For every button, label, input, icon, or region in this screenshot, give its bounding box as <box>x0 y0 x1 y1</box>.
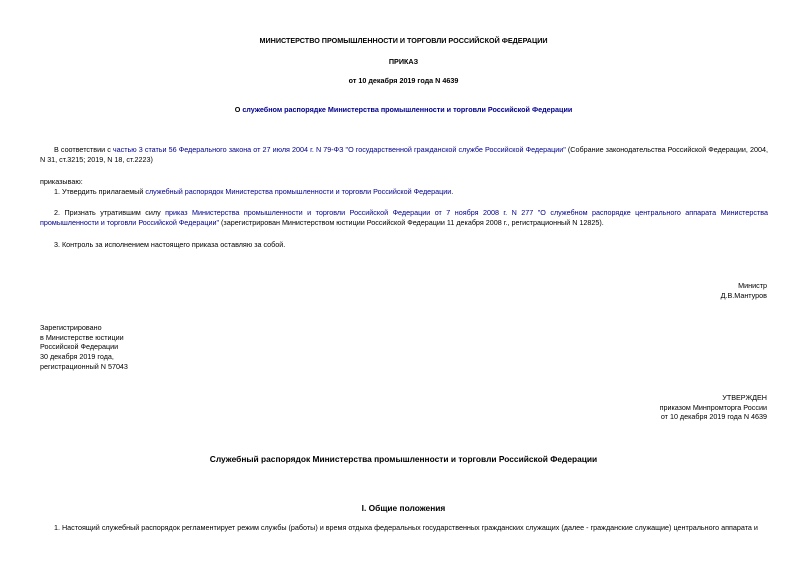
doc-date-heading: от 10 декабря 2019 года N 4639 <box>348 76 459 85</box>
item-2-text-1: 2. Признать утратившим силу <box>54 208 166 217</box>
item-3-paragraph: 3. Контроль за исполнением настоящего приказа оставляю за собой. <box>54 240 286 249</box>
registration-line: регистрационный N 57043 <box>40 361 128 371</box>
section-title: I. Общие положения <box>361 503 446 513</box>
item-1-link[interactable]: служебный распорядок Министерства промышленности и торговли Российской Федерации <box>145 187 452 196</box>
order-word: приказываю: <box>40 177 83 186</box>
subject-link[interactable]: служебном распорядке Министерства промышленности и торговли Российской Федерации <box>242 105 573 114</box>
signature-position: Министр <box>738 281 767 290</box>
approval-line: УТВЕРЖДЕН <box>722 393 767 402</box>
registration-line: в Министерстве юстиции <box>40 332 124 342</box>
item-2-link[interactable]: приказ Министерства промышленности и торговли Российской Федерации от 7 ноября 2008 г. N 277 "О служебном распорядке центрального аппарата Министерства промышленности и торговли Российской Федерации" <box>40 208 768 227</box>
ministry-heading: МИНИСТЕРСТВО ПРОМЫШЛЕННОСТИ И ТОРГОВЛИ РОССИЙСКОЙ ФЕДЕРАЦИИ <box>259 36 548 45</box>
subject-prefix: О <box>234 105 243 114</box>
registration-block <box>40 323 128 372</box>
preamble-paragraph <box>40 145 768 164</box>
item-2-paragraph <box>40 208 768 227</box>
item-1-text-1: 1. Утвердить прилагаемый <box>54 187 146 196</box>
registration-line: Российской Федерации <box>40 342 119 352</box>
doc-type-heading: ПРИКАЗ <box>388 57 419 66</box>
preamble-text-1: В соответствии с <box>54 145 113 154</box>
registration-line: Зарегистрировано <box>40 323 102 332</box>
preamble-text-2: (Собрание законодательства Российской Федерации, 2004, N 31, ст.3215; 2019, N 18, ст.2223) <box>40 145 768 164</box>
annex-title: Служебный распорядок Министерства промышленности и торговли Российской Федерации <box>209 454 598 464</box>
signature-name: Д.В.Мантуров <box>720 290 767 300</box>
item-1-paragraph <box>40 187 768 197</box>
registration-line: 30 декабря 2019 года, <box>40 352 114 362</box>
approval-line: от 10 декабря 2019 года N 4639 <box>660 412 767 422</box>
approval-block <box>660 393 767 422</box>
approval-line: приказом Минпромторга России <box>659 402 767 412</box>
item-1-text-2: . <box>451 187 454 196</box>
subject-heading <box>0 105 807 115</box>
preamble-law-link[interactable]: частью 3 статьи 56 Федерального закона от 27 июля 2004 г. N 79-ФЗ "О государственной гражданской службе Российской Федерации" <box>112 145 566 154</box>
section-paragraph-1: 1. Настоящий служебный распорядок регламентирует режим службы (работы) и время отдыха федеральных государственных гражданских служащих (далее - гражданские служащие) центрального аппарата и <box>54 523 758 532</box>
item-2-text-2: (зарегистрирован Министерством юстиции Российской Федерации 11 декабря 2008 г., регистрационный N 12825). <box>219 217 604 227</box>
signature-block <box>721 281 767 300</box>
